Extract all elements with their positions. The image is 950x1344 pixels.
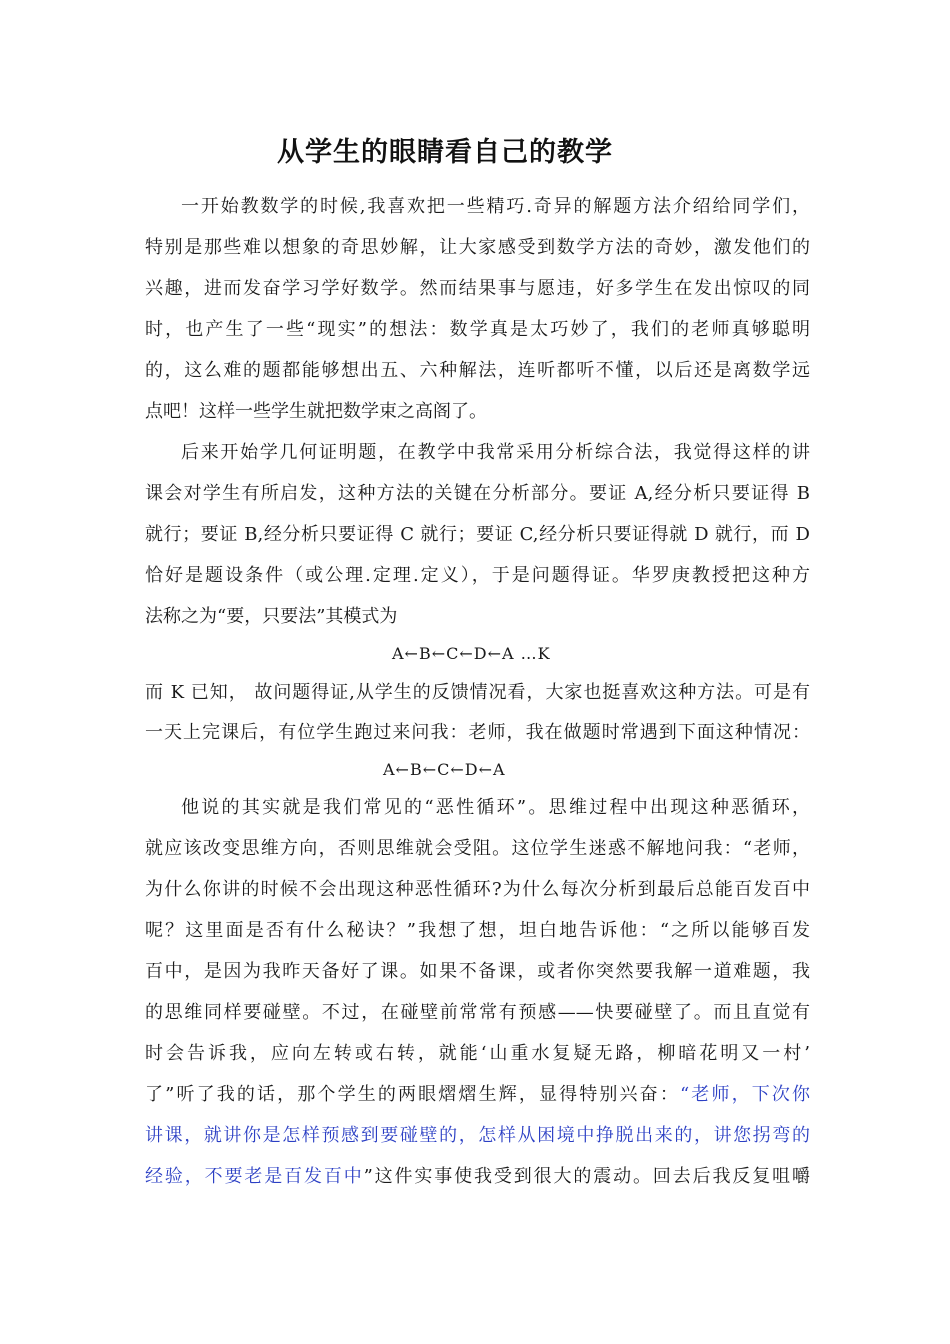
- paragraph-4-line-2: 就应该改变思维方向，否则思维就会受阻。这位学生迷惑不解地问我：“老师，: [145, 838, 810, 859]
- paragraph-4-line-3: 为什么你讲的时候不会出现这种恶性循环?为什么每次分析到最后总能百发百中: [145, 879, 810, 900]
- paragraph-4-line-1: 他说的其实就是我们常见的“恶性循环”。思维过程中出现这种恶循环，: [181, 797, 810, 818]
- paragraph-2-line-3: 就行；要证 B,经分析只要证得 C 就行；要证 C,经分析只要证得就 D 就行，而 D: [145, 524, 810, 545]
- reply-text: 了”听了我的话，那个学生的两眼熠熠生辉，显得特别兴奋：: [145, 1084, 680, 1105]
- paragraph-1-line-1: 一开始教数学的时候,我喜欢把一些精巧.奇异的解题方法介绍给同学们，: [181, 196, 810, 217]
- paragraph-4-line-5: 百中，是因为我昨天备好了课。如果不备课，或者你突然要我解一道难题，我: [145, 961, 810, 982]
- paragraph-4-line-4: 呢？这里面是否有什么秘诀？”我想了想，坦白地告诉他：“之所以能够百发: [145, 920, 810, 941]
- document-title: 从学生的眼睛看自己的教学: [277, 137, 613, 168]
- paragraph-1-line-2: 特别是那些难以想象的奇思妙解，让大家感受到数学方法的奇妙，激发他们的: [145, 237, 810, 258]
- paragraph-1-line-3: 兴趣，进而发奋学习学好数学。然而结果事与愿违，好多学生在发出惊叹的同: [145, 278, 810, 299]
- formula-chain-2: A←B←C←D←A: [383, 760, 506, 779]
- paragraph-2-line-5: 法称之为“要，只要法”其模式为: [145, 606, 398, 627]
- paragraph-3-line-2: 一天上完课后，有位学生跑过来问我：老师，我在做题时常遇到下面这种情况：: [145, 722, 810, 743]
- paragraph-1-line-5: 的，这么难的题都能够想出五、六种解法，连听都听不懂，以后还是离数学远: [145, 360, 810, 381]
- paragraph-4-line-7: 时会告诉我，应向左转或右转，就能‘山重水复疑无路，柳暗花明又一村’: [145, 1043, 810, 1064]
- paragraph-1-line-4: 时，也产生了一些“现实”的想法：数学真是太巧妙了，我们的老师真够聪明: [145, 319, 810, 340]
- student-quote-end: 经验，不要老是百发百中: [145, 1166, 364, 1187]
- paragraph-2-line-4: 恰好是题设条件（或公理.定理.定义），于是问题得证。华罗庚教授把这种方: [145, 565, 810, 586]
- paragraph-4-line-10: [145, 1165, 810, 1189]
- paragraph-4-line-6: 的思维同样要碰壁。不过，在碰壁前常常有预感——快要碰壁了。而且直觉有: [145, 1002, 810, 1023]
- paragraph-2-line-2: 课会对学生有所启发，这种方法的关键在分析部分。要证 A,经分析只要证得 B: [145, 483, 810, 504]
- paragraph-1-line-6: 点吧！这样一些学生就把数学束之高阁了。: [145, 401, 487, 422]
- paragraph-4-line-8: [145, 1083, 810, 1107]
- reflection-text: ”这件实事使我受到很大的震动。回去后我反复咀嚼: [363, 1166, 810, 1187]
- student-quote-start: “老师，下次你: [679, 1084, 810, 1105]
- student-quote-line-2: 讲课，就讲你是怎样预感到要碰壁的，怎样从困境中挣脱出来的，讲您拐弯的: [145, 1125, 810, 1146]
- formula-chain-1: A←B←C←D←A …K: [392, 644, 551, 663]
- paragraph-2-line-1: 后来开始学几何证明题，在教学中我常采用分析综合法，我觉得这样的讲: [181, 442, 810, 463]
- paragraph-3-line-1: 而 K 已知， 故问题得证,从学生的反馈情况看，大家也挺喜欢这种方法。可是有: [145, 682, 810, 703]
